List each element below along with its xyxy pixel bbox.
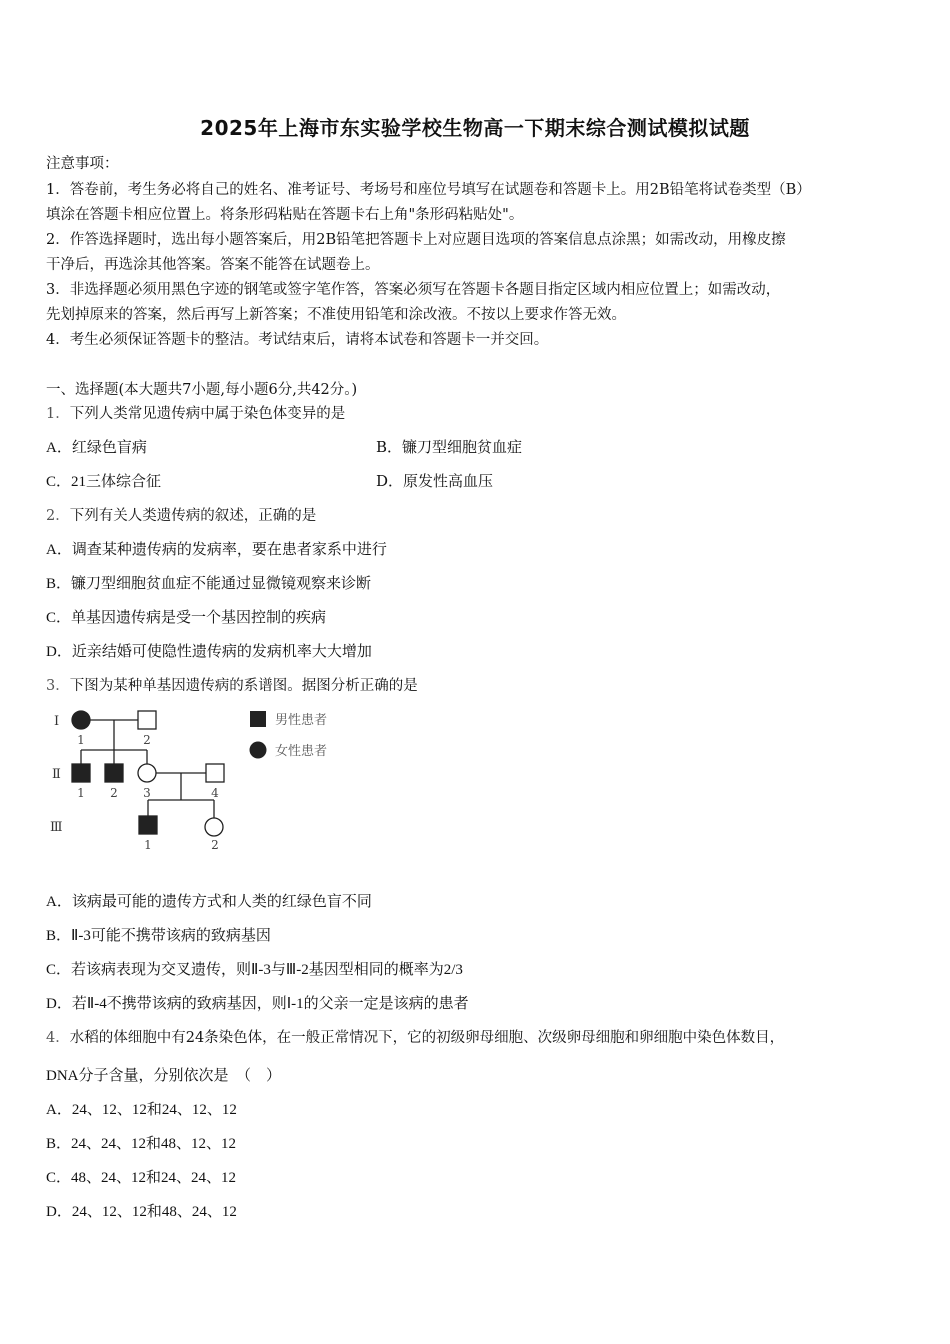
q3-option-d: D．若Ⅱ-4不携带该病的致病基因，则Ⅰ-1的父亲一定是该病的患者 bbox=[46, 996, 469, 1012]
section-heading: 一、选择题(本大题共7小题,每小题6分,共42分。) bbox=[46, 382, 358, 398]
q4-option-b: B．24、24、12和48、12、12 bbox=[46, 1136, 237, 1152]
legend-male-label: 男性患者 bbox=[275, 713, 328, 728]
generation-label: Ⅱ bbox=[52, 767, 61, 782]
pedigree-individual-I-1 bbox=[72, 711, 90, 729]
question-4 bbox=[46, 1026, 784, 1047]
q1-option-c: C．21三体综合征 bbox=[46, 474, 162, 490]
q1-option-b: B．镰刀型细胞贫血症 bbox=[376, 438, 523, 456]
notice-line: 1．答卷前，考生务必将自己的姓名、准考证号、考场号和座位号填写在试题卷和答题卡上。用2B铅笔将试卷类型（B） bbox=[46, 182, 811, 198]
pedigree-individual-II-2 bbox=[105, 764, 123, 782]
q3-option-c: C．若该病表现为交叉遗传，则Ⅱ-3与Ⅲ-2基因型相同的概率为2/3 bbox=[46, 962, 463, 978]
pedigree-individual-II-1 bbox=[72, 764, 90, 782]
question-stem: 下图为某种单基因遗传病的系谱图。据图分析正确的是 bbox=[69, 678, 418, 694]
question-1 bbox=[46, 402, 345, 423]
individual-number: 4 bbox=[211, 786, 219, 800]
q2-option-a: A．调查某种遗传病的发病率，要在患者家系中进行 bbox=[46, 542, 387, 558]
notice-line: 先划掉原来的答案，然后再写上新答案；不准使用铅笔和涂改液。不按以上要求作答无效。 bbox=[46, 307, 626, 323]
generation-label: Ⅰ bbox=[54, 714, 60, 729]
page-title: 2025年上海市东实验学校生物高一下期末综合测试模拟试题 bbox=[200, 116, 750, 140]
q3-option-a: A．该病最可能的遗传方式和人类的红绿色盲不同 bbox=[46, 894, 372, 910]
individual-number: 2 bbox=[211, 838, 219, 852]
individual-number: 2 bbox=[143, 733, 151, 747]
notice-heading: 注意事项： bbox=[46, 156, 119, 172]
question-number: 3． bbox=[46, 678, 70, 694]
individual-number: 3 bbox=[143, 786, 151, 800]
q4-option-d: D．24、12、12和48、24、12 bbox=[46, 1204, 237, 1220]
pedigree-chart bbox=[40, 700, 360, 860]
q2-option-b: B．镰刀型细胞贫血症不能通过显微镜观察来诊断 bbox=[46, 576, 372, 592]
pedigree-individual-II-3 bbox=[138, 764, 156, 782]
q3-option-b: B．Ⅱ-3可能不携带该病的致病基因 bbox=[46, 928, 271, 944]
legend-female-label: 女性患者 bbox=[275, 744, 328, 759]
q4-option-a: A．24、12、12和24、12、12 bbox=[46, 1102, 237, 1118]
q2-option-c: C．单基因遗传病是受一个基因控制的疾病 bbox=[46, 610, 327, 626]
question-stem-continued: DNA分子含量，分别依次是 （ ） bbox=[46, 1068, 281, 1084]
notice-line: 填涂在答题卡相应位置上。将条形码粘贴在答题卡右上角"条形码粘贴处"。 bbox=[46, 207, 524, 223]
question-number: 4． bbox=[46, 1030, 70, 1046]
individual-number: 1 bbox=[77, 786, 85, 800]
generation-label: Ⅲ bbox=[50, 820, 63, 835]
notice-line: 2．作答选择题时，选出每小题答案后，用2B铅笔把答题卡上对应题目选项的答案信息点涂黑；如需改动，用橡皮擦 bbox=[46, 232, 786, 248]
pedigree-individual-II-4 bbox=[206, 764, 224, 782]
notice-line: 3．非选择题必须用黑色字迹的钢笔或签字笔作答，答案必须写在答题卡各题目指定区域内相应位置上；如需改动， bbox=[46, 282, 781, 298]
pedigree-individual-III-1 bbox=[139, 816, 157, 834]
q1-option-d: D．原发性高血压 bbox=[376, 472, 494, 490]
notice-line: 干净后，再选涂其他答案。答案不能答在试题卷上。 bbox=[46, 257, 380, 273]
legend-male-affected-icon bbox=[250, 711, 266, 727]
question-number: 2． bbox=[46, 508, 70, 524]
question-stem: 下列有关人类遗传病的叙述，正确的是 bbox=[69, 508, 317, 524]
q2-option-d: D．近亲结婚可使隐性遗传病的发病机率大大增加 bbox=[46, 644, 372, 660]
question-2 bbox=[46, 504, 316, 525]
notice-line: 4．考生必须保证答题卡的整洁。考试结束后，请将本试卷和答题卡一并交回。 bbox=[46, 332, 549, 348]
question-number: 1． bbox=[46, 406, 70, 422]
pedigree-individual-III-2 bbox=[205, 818, 223, 836]
question-stem: 水稻的体细胞中有24条染色体，在一般正常情况下，它的初级卵母细胞、次级卵母细胞和卵细胞中染色体数目， bbox=[69, 1030, 785, 1046]
individual-number: 1 bbox=[144, 838, 152, 852]
individual-number: 1 bbox=[77, 733, 85, 747]
question-3 bbox=[46, 674, 418, 695]
pedigree-individual-I-2 bbox=[138, 711, 156, 729]
individual-number: 2 bbox=[110, 786, 118, 800]
legend-female-affected-icon bbox=[250, 742, 267, 759]
question-stem: 下列人类常见遗传病中属于染色体变异的是 bbox=[69, 406, 346, 422]
q4-option-c: C．48、24、12和24、24、12 bbox=[46, 1170, 237, 1186]
q1-option-a: A．红绿色盲病 bbox=[46, 440, 147, 456]
